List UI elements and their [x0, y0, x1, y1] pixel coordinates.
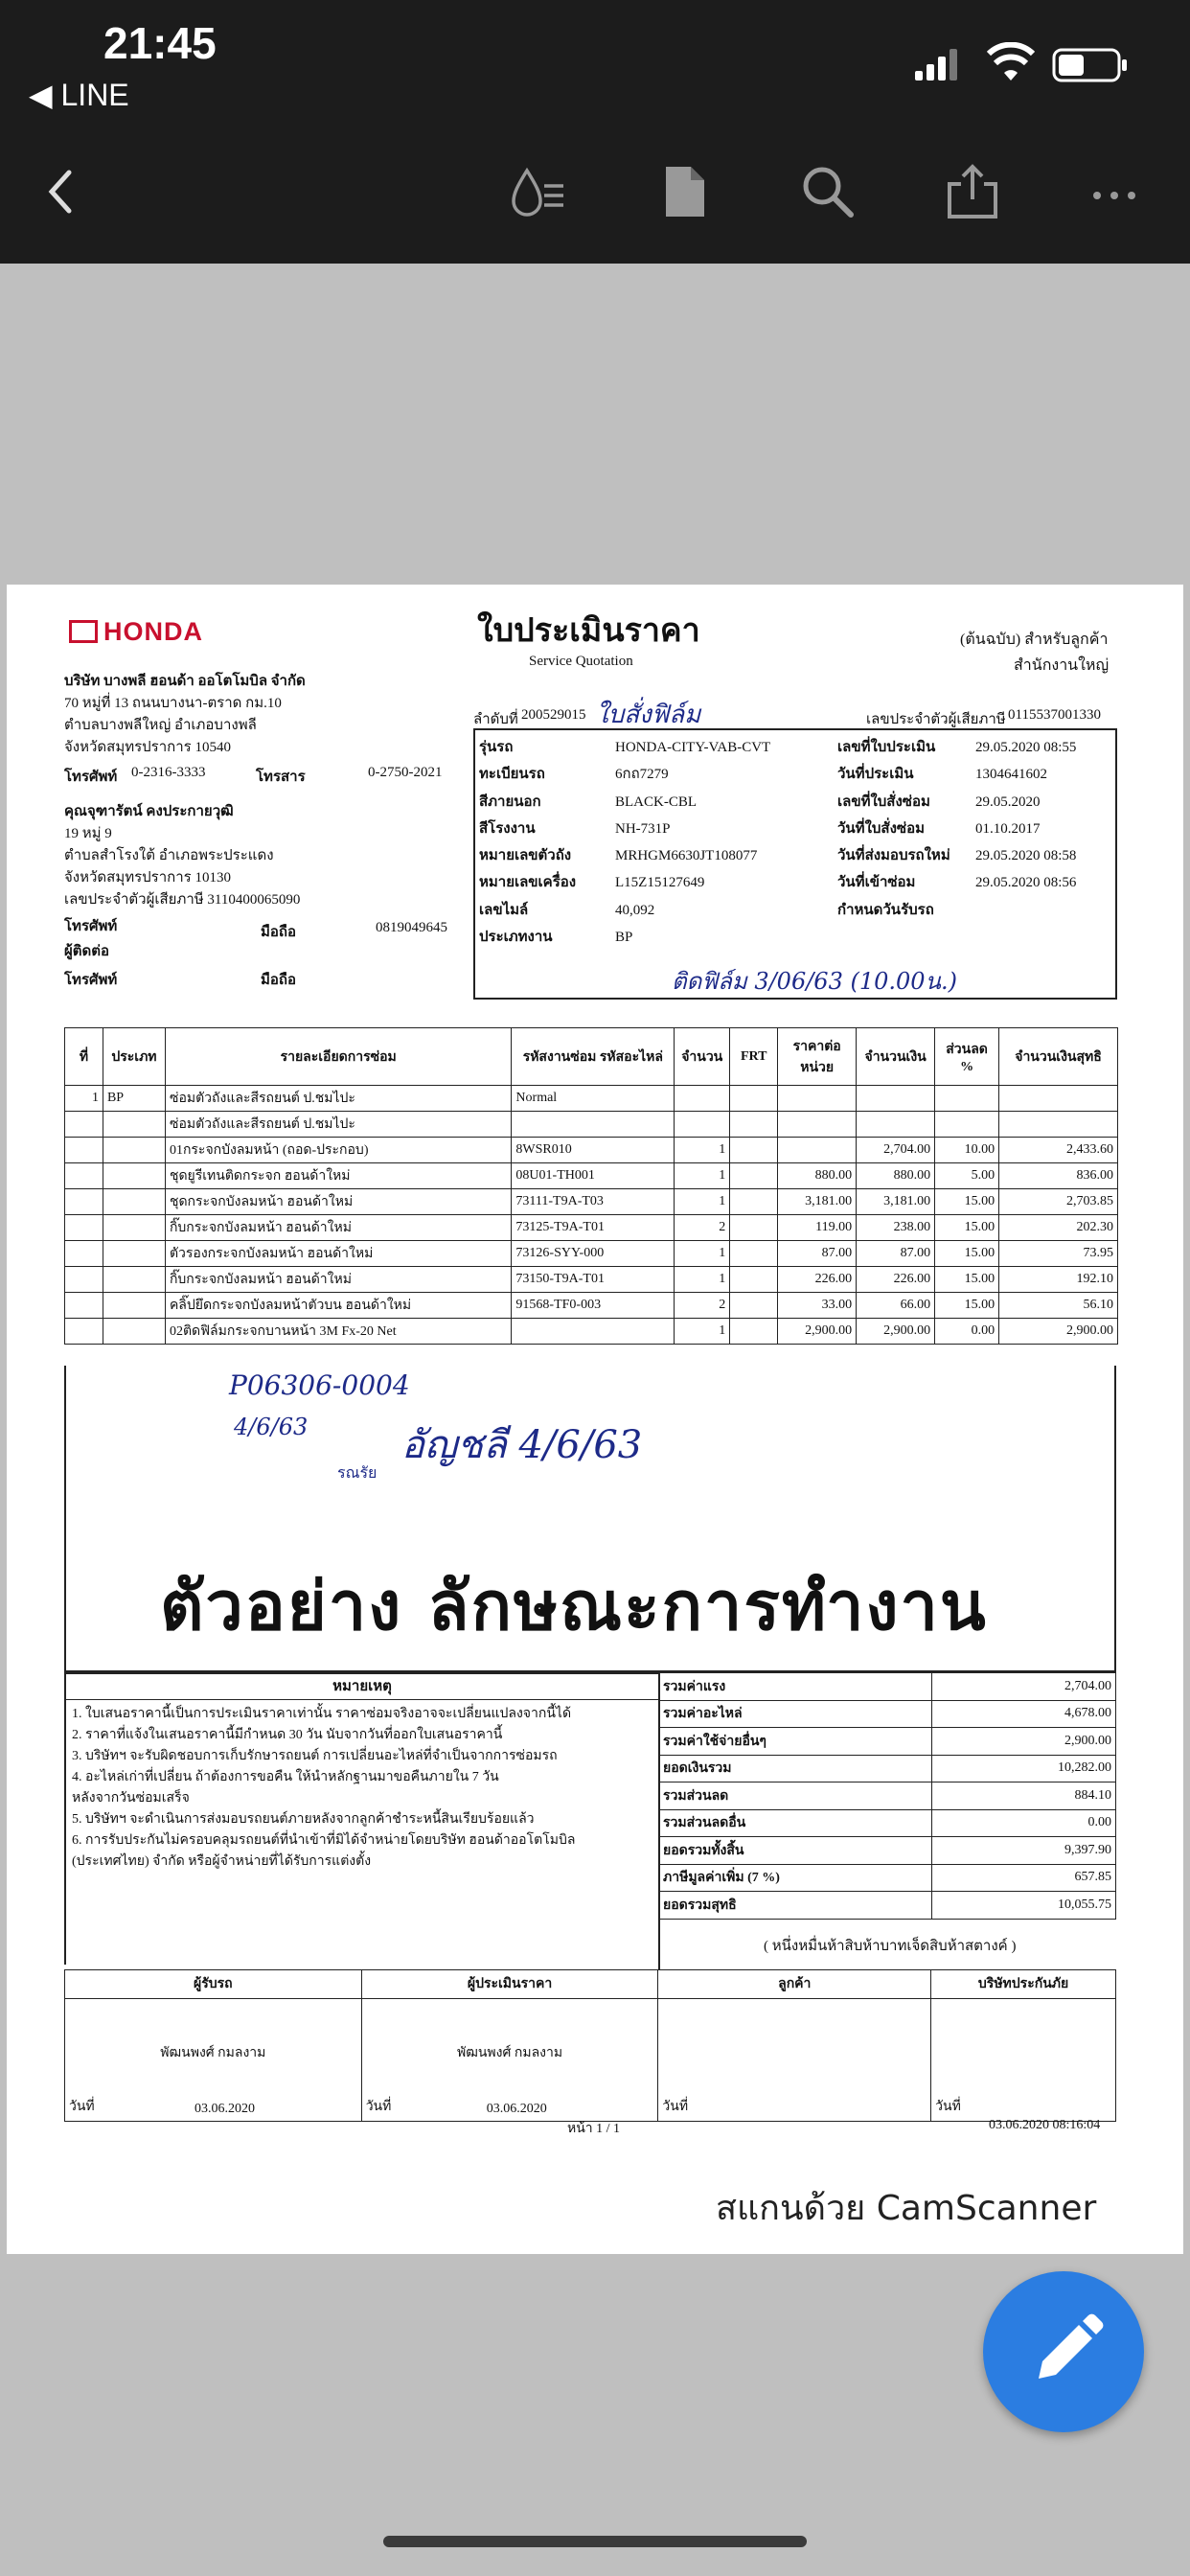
table-cell: [730, 1112, 778, 1138]
table-cell: 1: [65, 1086, 103, 1112]
table-cell: ตัวรองกระจกบังลมหน้า ฮอนด้าใหม่: [165, 1241, 511, 1267]
vehicle-values: HONDA-CITY-VAB-CVT 6กถ7279 BLACK-CBL NH-731P MRHGM6630JT108077 L15Z15127649 40,092 BP: [615, 740, 771, 946]
table-cell: กิ๊บกระจกบังลมหน้า ฮอนด้าใหม่: [165, 1267, 511, 1293]
status-time: 21:45: [103, 18, 217, 68]
sign-header-customer: ลูกค้า: [658, 1970, 931, 1999]
copy-note-2: สำนักงานใหญ่: [1014, 657, 1110, 674]
summary-row: [659, 1892, 1116, 1920]
vehicle-info-box: [473, 728, 1117, 1000]
table-cell: 73125-T9A-T01: [512, 1215, 675, 1241]
summary-row: [659, 1864, 1116, 1892]
table-cell: [103, 1267, 165, 1293]
table-cell: 1: [675, 1241, 730, 1267]
sign-cell-receiver: [65, 1999, 362, 2122]
header-code: รหัสงานซ่อม รหัสอะไหล่: [512, 1028, 675, 1086]
table-row: [65, 1138, 1118, 1163]
table-cell: 02ติดฟิล์มกระจกบานหน้า 3M Fx-20 Net: [165, 1319, 511, 1345]
seq-label: ลำดับที่: [473, 712, 518, 727]
table-cell: 5.00: [935, 1163, 999, 1189]
table-row: [65, 1112, 1118, 1138]
table-cell: ซ่อมตัวถังและสีรถยนต์ ป.ชมไปะ: [165, 1112, 511, 1138]
summary-label: รวมค่าแรง: [659, 1673, 932, 1701]
table-cell: [675, 1112, 730, 1138]
table-row: [65, 1293, 1118, 1319]
table-row: [65, 1163, 1118, 1189]
summary-label: รวมส่วนลด: [659, 1782, 932, 1810]
table-cell: [65, 1293, 103, 1319]
table-cell: [65, 1138, 103, 1163]
table-cell: Normal: [512, 1086, 675, 1112]
sign-header-insurer: บริษัทประกันภัย: [931, 1970, 1116, 1999]
table-row: [65, 1086, 1118, 1112]
table-cell: 1: [675, 1319, 730, 1345]
table-cell: [65, 1163, 103, 1189]
table-header-row: [65, 1028, 1118, 1086]
vehicle-labels: รุ่นรถ ทะเบียนรถ สีภายนอก สีโรงงาน หมายเลขตัวถัง หมายเลขเครื่อง เลขไมล์ ประเภทงาน: [479, 740, 577, 946]
wifi-icon: [987, 42, 1035, 82]
amount-in-words: ( หนึ่งหมื่นห้าสิบห้าบาทเจ็ดสิบห้าสตางค์ ): [764, 1939, 1017, 1954]
table-cell: 2,704.00: [857, 1138, 935, 1163]
summary-label: ภาษีมูลค่าเพิ่ม (7 %): [659, 1864, 932, 1892]
handwritten-seq-note: ใบสั่งฟิล์ม: [596, 701, 701, 729]
table-cell: 192.10: [999, 1267, 1118, 1293]
printed-at: 03.06.2020 08:16:04: [989, 2118, 1101, 2132]
mobile: 0819049645: [376, 920, 447, 935]
table-cell: คลิ๊ปยึดกระจกบังลมหน้าตัวบน ฮอนด้าใหม่: [165, 1293, 511, 1319]
table-cell: 73126-SYY-000: [512, 1241, 675, 1267]
table-cell: [512, 1112, 675, 1138]
summary-value: 9,397.90: [932, 1837, 1116, 1865]
table-cell: 226.00: [778, 1267, 857, 1293]
fax: 0-2750-2021: [368, 765, 443, 780]
handwritten-film-note: ติดฟิล์ม 3/06/63 (10.00น.): [672, 968, 957, 995]
table-cell: BP: [103, 1086, 165, 1112]
more-icon[interactable]: [1087, 163, 1145, 220]
summary-row: [659, 1837, 1116, 1865]
honda-logo: HONDA: [69, 617, 203, 647]
table-cell: 15.00: [935, 1267, 999, 1293]
date-label: วันที่: [69, 2100, 95, 2114]
sign-cell-customer: [658, 1999, 931, 2122]
table-cell: 73150-T9A-T01: [512, 1267, 675, 1293]
table-row: [65, 1267, 1118, 1293]
table-cell: 73.95: [999, 1241, 1118, 1267]
summary-value: 884.10: [932, 1782, 1116, 1810]
sign-name-receiver: พัฒนพงศ์ กมลงาม: [160, 2046, 266, 2060]
summary-label: ยอดเงินรวม: [659, 1755, 932, 1782]
summary-row: [659, 1728, 1116, 1756]
handwritten-code: P06306-0004: [229, 1369, 410, 1401]
fax-label: โทรสาร: [256, 770, 306, 785]
table-row: [65, 1319, 1118, 1345]
back-icon[interactable]: [34, 163, 92, 220]
header-no: ที่: [65, 1028, 103, 1086]
customer-phone-label: โทรศัพท์: [64, 919, 118, 934]
table-cell: 2: [675, 1293, 730, 1319]
table-cell: 91568-TF0-003: [512, 1293, 675, 1319]
summary-value: 2,900.00: [932, 1728, 1116, 1756]
table-cell: 2,900.00: [857, 1319, 935, 1345]
remarks-list: 1. ใบเสนอราคานี้เป็นการประเมินราคาเท่านั้น ราคาซ่อมจริงอาจจะเปลี่ยนแปลงจากนี้ได้ 2. ราคาที่แจ้งในเสนอราคานี้มีกำหนด 30 วัน นับจากวันที่ออกใบเสนอราคานี้ 3. บริษัทฯ จะรับผิดชอบการเก็บรักษารถยนต์ การเปลี่ยนอะไหล่ที่จำเป็นจากการซ่อมรถ 4. อะไหล่เก่าที่เปลี่ยน ถ้าต้องการขอคืน ให้นำหลักฐานมาขอคืนภายใน 7 วัน หลังจากวันซ่อมเสร็จ 5. บริษัทฯ จะดำเนินการส่งมอบรถยนต์ภายหลังจากลูกค้าชำระหนี้สินเรียบร้อยแล้ว 6. การรับประกันไม่ครอบคลุมรถยนต์ที่นำเข้าที่มิได้จำหน่ายโดยบริษัท ฮอนด้าออโตโมบิล (ประเทศไทย) จำกัด หรือผู้จำหน่ายที่ได้รับการแต่งตั้ง: [64, 1700, 658, 1965]
remarks-title: หมายเหตุ: [64, 1672, 658, 1700]
search-icon[interactable]: [799, 163, 857, 220]
table-cell: [103, 1189, 165, 1215]
table-cell: 1: [675, 1189, 730, 1215]
table-cell: 8WSR010: [512, 1138, 675, 1163]
table-cell: 2,703.85: [999, 1189, 1118, 1215]
table-row: [65, 1189, 1118, 1215]
summary-row: [659, 1673, 1116, 1701]
table-cell: [65, 1241, 103, 1267]
table-cell: [65, 1267, 103, 1293]
table-cell: 87.00: [778, 1241, 857, 1267]
table-cell: [730, 1267, 778, 1293]
header-type: ประเภท: [103, 1028, 165, 1086]
sign-date-receiver: 03.06.2020: [195, 2102, 255, 2116]
pencil-icon: [983, 2271, 1144, 2432]
table-cell: [730, 1241, 778, 1267]
summary-value: 0.00: [932, 1809, 1116, 1837]
summary-value: 10,055.75: [932, 1892, 1116, 1920]
header-qty: จำนวน: [675, 1028, 730, 1086]
table-cell: [730, 1138, 778, 1163]
table-cell: 3,181.00: [778, 1189, 857, 1215]
sign-header-receiver: ผู้รับรถ: [65, 1970, 362, 1999]
table-cell: [730, 1319, 778, 1345]
header-net: จำนวนเงินสุทธิ: [999, 1028, 1118, 1086]
table-cell: [65, 1319, 103, 1345]
handwritten-signature: อัญชลี 4/6/63: [401, 1423, 643, 1467]
table-cell: [65, 1112, 103, 1138]
table-cell: 66.00: [857, 1293, 935, 1319]
table-cell: 15.00: [935, 1189, 999, 1215]
customer-address: คุณจุฑารัตน์ คงประกายวุฒิ 19 หมู่ 9 ตำบลสำโรงใต้ อำเภอพระประแดง จังหวัดสมุทรปราการ 10130 เลขประจำตัวผู้เสียภาษี 3110400065090: [64, 804, 301, 908]
table-cell: 238.00: [857, 1215, 935, 1241]
header-unit-price: ราคาต่อหน่วย: [778, 1028, 857, 1086]
sign-cell-insurer: [931, 1999, 1116, 2122]
table-cell: ชุดกระจกบังลมหน้า ฮอนด้าใหม่: [165, 1189, 511, 1215]
table-cell: ชุดยูรีเทนติดกระจก ฮอนด้าใหม่: [165, 1163, 511, 1189]
table-cell: 15.00: [935, 1215, 999, 1241]
signature-table: [64, 1969, 1116, 2122]
table-cell: 15.00: [935, 1241, 999, 1267]
sign-date-assessor: 03.06.2020: [486, 2102, 547, 2116]
mobile-label: มือถือ: [261, 925, 296, 940]
table-cell: [999, 1086, 1118, 1112]
summary-label: ยอดรวมสุทธิ: [659, 1892, 932, 1920]
table-cell: [778, 1086, 857, 1112]
table-cell: 880.00: [857, 1163, 935, 1189]
table-cell: [857, 1112, 935, 1138]
contact-phone-label: โทรศัพท์: [64, 973, 118, 988]
table-row: [65, 1241, 1118, 1267]
sign-cell-assessor: [361, 1999, 658, 2122]
company-address: บริษัท บางพลี ฮอนด้า ออโตโมบิล จำกัด 70 หมู่ที่ 13 ถนนบางนา-ตราด กม.10 ตำบลบางพลีใหญ่ อำเภอบางพลี จังหวัดสมุทรปราการ 10540: [64, 674, 306, 755]
table-cell: ซ่อมตัวถังและสีรถยนต์ ป.ชมไปะ: [165, 1086, 511, 1112]
page-icon[interactable]: [656, 163, 714, 220]
date-label: วันที่: [935, 2100, 961, 2114]
date-label: วันที่: [365, 2100, 392, 2114]
summary-label: ยอดรวมทั้งสิ้น: [659, 1837, 932, 1865]
order-labels: เลขที่ใบประเมิน วันที่ประเมิน เลขที่ใบสั่งซ่อม วันที่ใบสั่งซ่อม วันที่ส่งมอบรถใหม่ วันที่เข้าซ่อม กำหนดวันรับรถ: [837, 740, 950, 918]
handwritten-date: 4/6/63: [234, 1414, 309, 1440]
table-cell: กิ๊บกระจกบังลมหน้า ฮอนด้าใหม่: [165, 1215, 511, 1241]
table-cell: 2,900.00: [999, 1319, 1118, 1345]
table-cell: 226.00: [857, 1267, 935, 1293]
table-cell: 1: [675, 1267, 730, 1293]
table-cell: [935, 1086, 999, 1112]
taxid-label: เลขประจำตัวผู้เสียภาษี: [866, 712, 1006, 727]
table-cell: 1: [675, 1163, 730, 1189]
table-cell: [730, 1293, 778, 1319]
items-table: [64, 1027, 1118, 1345]
share-icon[interactable]: [944, 163, 1001, 220]
summary-row: [659, 1755, 1116, 1782]
summary-label: รวมค่าอะไหล่: [659, 1700, 932, 1728]
header-discount: ส่วนลด %: [935, 1028, 999, 1086]
header-amount: จำนวนเงิน: [857, 1028, 935, 1086]
summary-label: รวมค่าใช้จ่ายอื่นๆ: [659, 1728, 932, 1756]
doc-subtitle: Service Quotation: [529, 654, 633, 669]
back-to-line-link[interactable]: ◀ LINE: [29, 78, 129, 112]
table-cell: 836.00: [999, 1163, 1118, 1189]
table-cell: 2: [675, 1215, 730, 1241]
table-cell: [103, 1319, 165, 1345]
table-cell: 119.00: [778, 1215, 857, 1241]
table-cell: [935, 1112, 999, 1138]
table-cell: [65, 1189, 103, 1215]
summary-row: [659, 1809, 1116, 1837]
table-cell: [65, 1215, 103, 1241]
taxid: 0115537001330: [1008, 707, 1101, 723]
table-cell: 33.00: [778, 1293, 857, 1319]
scanned-document: [7, 585, 1183, 2254]
sample-watermark: ตัวอย่าง ลักษณะการทำงาน: [160, 1567, 988, 1645]
table-cell: [512, 1319, 675, 1345]
table-cell: [675, 1086, 730, 1112]
table-cell: [103, 1215, 165, 1241]
edit-fab-button[interactable]: [983, 2271, 1144, 2432]
top-bar: [0, 0, 1190, 264]
summary-row: [659, 1782, 1116, 1810]
table-cell: [103, 1241, 165, 1267]
signature-body-row: [65, 1999, 1116, 2122]
summary-row: [659, 1700, 1116, 1728]
summary-label: รวมส่วนลดอื่น: [659, 1809, 932, 1837]
table-cell: [730, 1215, 778, 1241]
signal-icon: [915, 48, 959, 80]
table-cell: 2,433.60: [999, 1138, 1118, 1163]
order-values: 29.05.2020 08:55 1304641602 29.05.2020 01.10.2017 29.05.2020 08:58 29.05.2020 08:56: [975, 740, 1077, 891]
table-cell: 01กระจกบังลมหน้า (ถอด-ประกอบ): [165, 1138, 511, 1163]
table-cell: [730, 1189, 778, 1215]
table-cell: [103, 1163, 165, 1189]
copy-note-1: (ต้นฉบับ) สำหรับลูกค้า: [960, 632, 1109, 648]
contact-mobile-label: มือถือ: [261, 973, 296, 988]
remarks-section: [64, 1672, 660, 1969]
table-cell: 73111-T9A-T03: [512, 1189, 675, 1215]
table-cell: 87.00: [857, 1241, 935, 1267]
home-indicator: [383, 2536, 807, 2547]
battery-icon: [1052, 48, 1129, 82]
receiver-label: รณรัย: [337, 1465, 378, 1482]
summary-value: 2,704.00: [932, 1673, 1116, 1701]
table-cell: [778, 1138, 857, 1163]
camscanner-footer: สแกนด้วย CamScanner: [716, 2189, 1097, 2228]
quotation-page: [59, 585, 1133, 2175]
signature-header-row: [65, 1970, 1116, 1999]
table-row: [65, 1215, 1118, 1241]
contact-label: ผู้ติดต่อ: [64, 944, 110, 959]
summary-value: 4,678.00: [932, 1700, 1116, 1728]
table-cell: [778, 1112, 857, 1138]
company-phone-label: โทรศัพท์: [64, 770, 118, 785]
ink-icon[interactable]: [508, 163, 565, 220]
date-label: วันที่: [662, 2100, 689, 2114]
table-cell: 1: [675, 1138, 730, 1163]
table-cell: [103, 1293, 165, 1319]
table-cell: 10.00: [935, 1138, 999, 1163]
summary-value: 657.85: [932, 1864, 1116, 1892]
sign-name-assessor: พัฒนพงศ์ กมลงาม: [456, 2046, 563, 2060]
table-cell: [103, 1112, 165, 1138]
summary-value: 10,282.00: [932, 1755, 1116, 1782]
table-cell: 880.00: [778, 1163, 857, 1189]
summary-table: [658, 1672, 1116, 1920]
table-cell: 56.10: [999, 1293, 1118, 1319]
seq-no: 200529015: [521, 707, 586, 723]
table-cell: [730, 1086, 778, 1112]
table-cell: [103, 1138, 165, 1163]
header-frt: FRT: [730, 1028, 778, 1086]
page-number: หน้า 1 / 1: [567, 2122, 621, 2136]
company-phone: 0-2316-3333: [131, 765, 206, 780]
doc-title: ใบประเมินราคา: [477, 613, 700, 649]
table-cell: 3,181.00: [857, 1189, 935, 1215]
table-cell: 08U01-TH001: [512, 1163, 675, 1189]
table-cell: 2,900.00: [778, 1319, 857, 1345]
sign-header-assessor: ผู้ประเมินราคา: [361, 1970, 658, 1999]
header-detail: รายละเอียดการซ่อม: [165, 1028, 511, 1086]
table-cell: 202.30: [999, 1215, 1118, 1241]
table-cell: [999, 1112, 1118, 1138]
table-cell: [730, 1163, 778, 1189]
table-cell: 0.00: [935, 1319, 999, 1345]
table-cell: 15.00: [935, 1293, 999, 1319]
table-cell: [857, 1086, 935, 1112]
